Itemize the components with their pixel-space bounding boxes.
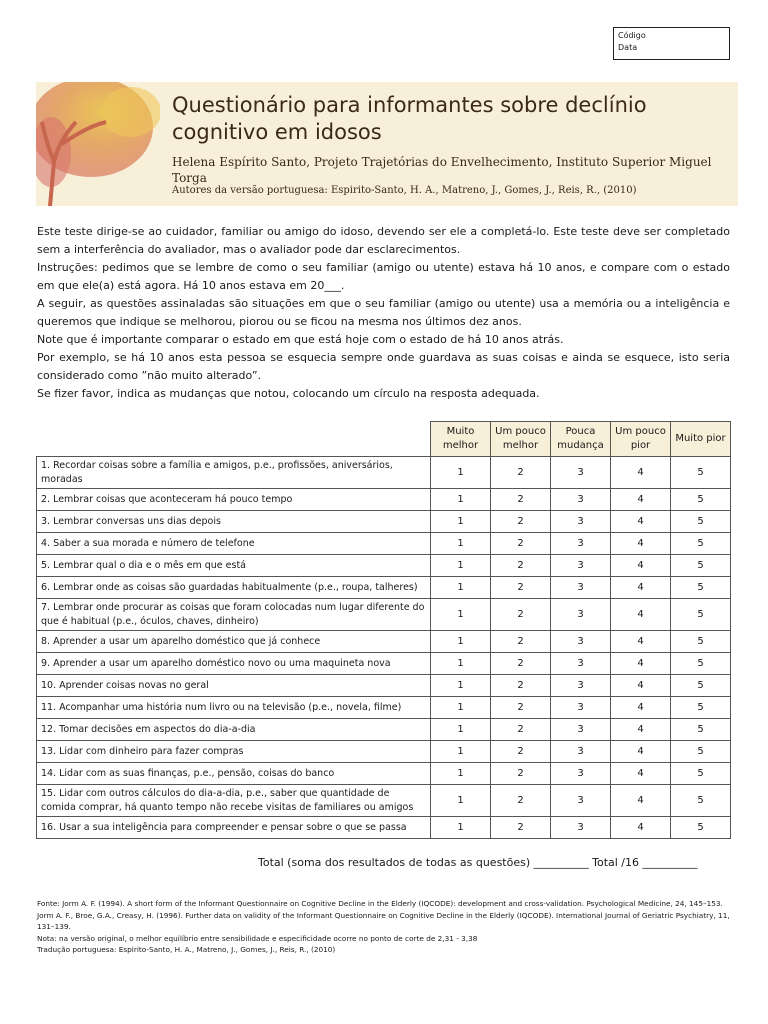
score-option[interactable]: 1 (431, 675, 491, 697)
table-row (37, 675, 731, 697)
score-option[interactable]: 4 (611, 511, 671, 533)
score-option[interactable]: 4 (611, 489, 671, 511)
score-option[interactable]: 5 (671, 555, 731, 577)
score-option[interactable]: 1 (431, 457, 491, 489)
score-option[interactable]: 4 (611, 599, 671, 631)
table-row (37, 533, 731, 555)
score-option[interactable]: 5 (671, 489, 731, 511)
question-text: 16. Usar a sua inteligência para compreender e pensar sobre o que se passa (37, 817, 431, 839)
score-option[interactable]: 5 (671, 577, 731, 599)
score-option[interactable]: 4 (611, 741, 671, 763)
column-header: Um pouco pior (611, 422, 671, 457)
column-header: Muito melhor (431, 422, 491, 457)
score-option[interactable]: 4 (611, 555, 671, 577)
score-option[interactable]: 5 (671, 599, 731, 631)
question-text: 13. Lidar com dinheiro para fazer compras (37, 741, 431, 763)
score-option[interactable]: 4 (611, 675, 671, 697)
table-row (37, 577, 731, 599)
tree-illustration (36, 82, 160, 206)
score-option[interactable]: 1 (431, 763, 491, 785)
question-text: 5. Lembrar qual o dia e o mês em que está (37, 555, 431, 577)
score-option[interactable]: 3 (551, 577, 611, 599)
score-option[interactable]: 2 (491, 675, 551, 697)
score-option[interactable]: 2 (491, 555, 551, 577)
score-option[interactable]: 4 (611, 631, 671, 653)
score-option[interactable]: 3 (551, 817, 611, 839)
column-header: Pouca mudança (551, 422, 611, 457)
table-header-row (37, 422, 731, 457)
question-text: 3. Lembrar conversas uns dias depois (37, 511, 431, 533)
score-option[interactable]: 1 (431, 741, 491, 763)
score-option[interactable]: 5 (671, 675, 731, 697)
score-option[interactable]: 4 (611, 577, 671, 599)
question-text: 4. Saber a sua morada e número de telefone (37, 533, 431, 555)
question-text: 6. Lembrar onde as coisas são guardadas habitualmente (p.e., roupa, talheres) (37, 577, 431, 599)
score-option[interactable]: 4 (611, 533, 671, 555)
score-option[interactable]: 2 (491, 763, 551, 785)
score-option[interactable]: 1 (431, 599, 491, 631)
score-option[interactable]: 2 (491, 457, 551, 489)
score-option[interactable]: 3 (551, 719, 611, 741)
score-option[interactable]: 2 (491, 489, 551, 511)
score-option[interactable]: 1 (431, 631, 491, 653)
column-header: Muito pior (671, 422, 731, 457)
intro-paragraph: Este teste dirige-se ao cuidador, familiar ou amigo do idoso, devendo ser ele a completá-lo. Este teste deve ser completado sem a interferência do avaliador, mas o avaliador pode dar esclarecimentos. (37, 225, 730, 256)
question-text: 11. Acompanhar uma história num livro ou na televisão (p.e., novela, filme) (37, 697, 431, 719)
question-text: 12. Tomar decisões em aspectos do dia-a-dia (37, 719, 431, 741)
score-option[interactable]: 3 (551, 675, 611, 697)
page-title: Questionário para informantes sobre declínio cognitivo em idosos (172, 93, 647, 144)
score-option[interactable]: 4 (611, 817, 671, 839)
instructions (37, 223, 730, 403)
score-option[interactable]: 1 (431, 511, 491, 533)
table-row (37, 817, 731, 839)
score-option[interactable]: 2 (491, 785, 551, 817)
score-option[interactable]: 4 (611, 785, 671, 817)
score-option[interactable]: 3 (551, 457, 611, 489)
score-option[interactable]: 5 (671, 785, 731, 817)
intro-paragraph: Se fizer favor, indica as mudanças que notou, colocando um círculo na resposta adequada. (37, 387, 540, 400)
table-row (37, 457, 731, 489)
question-text: 2. Lembrar coisas que aconteceram há pouco tempo (37, 489, 431, 511)
score-option[interactable]: 5 (671, 653, 731, 675)
intro-paragraph: Por exemplo, se há 10 anos esta pessoa se esquecia sempre onde guardava as suas coisas e ainda se esquece, isto seria considerado como ”não muito alterado”. (37, 351, 730, 382)
score-option[interactable]: 1 (431, 533, 491, 555)
score-option[interactable]: 5 (671, 631, 731, 653)
question-text: 7. Lembrar onde procurar as coisas que foram colocadas num lugar diferente do que é habitual (p.e., óculos, chaves, dinheiro) (37, 599, 431, 631)
score-option[interactable]: 1 (431, 653, 491, 675)
score-option[interactable]: 4 (611, 763, 671, 785)
score-option[interactable]: 5 (671, 817, 731, 839)
score-option[interactable]: 3 (551, 741, 611, 763)
score-option[interactable]: 4 (611, 457, 671, 489)
version-authors: Autores da versão portuguesa: Espirito-Santo, H. A., Matreno, J., Gomes, J., Reis, R., (2010) (172, 185, 637, 196)
question-text: 9. Aprender a usar um aparelho doméstico novo ou uma maquineta nova (37, 653, 431, 675)
score-option[interactable]: 2 (491, 533, 551, 555)
score-option[interactable]: 2 (491, 653, 551, 675)
date-label: Data (618, 43, 638, 52)
score-option[interactable]: 2 (491, 631, 551, 653)
table-row (37, 599, 731, 631)
score-option[interactable]: 5 (671, 719, 731, 741)
score-option[interactable]: 1 (431, 555, 491, 577)
score-option[interactable]: 2 (491, 511, 551, 533)
score-option[interactable]: 1 (431, 785, 491, 817)
intro-paragraph: Note que é importante comparar o estado em que está hoje com o estado de há 10 anos atrás. (37, 333, 564, 346)
score-option[interactable]: 3 (551, 697, 611, 719)
table-row (37, 785, 731, 817)
score-option[interactable]: 3 (551, 631, 611, 653)
score-option[interactable]: 1 (431, 577, 491, 599)
question-text: 15. Lidar com outros cálculos do dia-a-dia, p.e., saber que quantidade de comida comprar, há quanto tempo não recebe visitas de familiares ou amigos (37, 785, 431, 817)
score-option[interactable]: 5 (671, 741, 731, 763)
score-option[interactable]: 2 (491, 577, 551, 599)
table-row (37, 697, 731, 719)
score-option[interactable]: 1 (431, 489, 491, 511)
score-option[interactable]: 5 (671, 511, 731, 533)
source-note: Nota: na versão original, o melhor equilíbrio entre sensibilidade e especificidade ocorre no ponto de corte de 2,31 - 3,38 (37, 933, 478, 943)
score-option[interactable]: 5 (671, 697, 731, 719)
table-row (37, 741, 731, 763)
question-text: 14. Lidar com as suas finanças, p.e., pensão, coisas do banco (37, 763, 431, 785)
table-row (37, 555, 731, 577)
table-row (37, 631, 731, 653)
score-option[interactable]: 3 (551, 653, 611, 675)
table-row (37, 489, 731, 511)
authors-line: Helena Espírito Santo, Projeto Trajetórias do Envelhecimento, Instituto Superior Miguel Torga (172, 155, 712, 185)
code-label: Código (618, 31, 646, 40)
source-citation: Fonte: Jorm A. F. (1994). A short form of the Informant Questionnaire on Cognitive Decline in the Elderly (IQCODE): development and cross-validation. Psychological Medicine, 24, 145–153. (37, 899, 723, 908)
source-citation: Jorm A. F., Broe, G.A., Creasy, H. (1996). Further data on validity of the Informant Questionnaire on Cognitive Decline in the Elderly (IQCODE). International Journal of Geriatric Psychiatry, 11, 131–139. (37, 910, 730, 931)
score-option[interactable]: 2 (491, 719, 551, 741)
sources (37, 898, 733, 956)
score-option[interactable]: 1 (431, 697, 491, 719)
score-option[interactable]: 5 (671, 533, 731, 555)
blank-header (37, 422, 431, 457)
intro-paragraph: A seguir, as questões assinaladas são situações em que o seu familiar (amigo ou utente) usa a memória ou a inteligência e queremos que indique se melhorou, piorou ou se ficou na mesma nos últimos dez anos. (37, 297, 730, 328)
score-option[interactable]: 1 (431, 817, 491, 839)
question-text: 1. Recordar coisas sobre a família e amigos, p.e., profissões, aniversários, moradas (37, 457, 431, 489)
table-row (37, 719, 731, 741)
question-text: 10. Aprender coisas novas no geral (37, 675, 431, 697)
score-option[interactable]: 4 (611, 653, 671, 675)
score-option[interactable]: 3 (551, 763, 611, 785)
score-option[interactable]: 3 (551, 599, 611, 631)
score-option[interactable]: 5 (671, 763, 731, 785)
code-date-box (613, 27, 730, 60)
score-option[interactable]: 3 (551, 511, 611, 533)
score-option[interactable]: 3 (551, 533, 611, 555)
score-option[interactable]: 5 (671, 457, 731, 489)
table-row (37, 763, 731, 785)
translation-credit: Tradução portuguesa: Espirito-Santo, H. A., Matreno, J., Gomes, J., Reis, R., (2010) (37, 945, 336, 954)
column-header: Um pouco melhor (491, 422, 551, 457)
score-option[interactable]: 2 (491, 741, 551, 763)
score-option[interactable]: 3 (551, 555, 611, 577)
question-text: 8. Aprender a usar um aparelho doméstico que já conhece (37, 631, 431, 653)
score-option[interactable]: 3 (551, 489, 611, 511)
total-line: Total (soma dos resultados de todas as questões) __________ Total /16 __________ (258, 856, 698, 869)
score-option[interactable]: 2 (491, 817, 551, 839)
score-option[interactable]: 2 (491, 599, 551, 631)
table-row (37, 511, 731, 533)
score-option[interactable]: 3 (551, 785, 611, 817)
score-option[interactable]: 2 (491, 697, 551, 719)
intro-paragraph: Instruções: pedimos que se lembre de como o seu familiar (amigo ou utente) estava há 10 anos, e compare com o estado em que ele(a) está agora. Há 10 anos estava em 20___. (37, 261, 730, 292)
table-row (37, 653, 731, 675)
score-option[interactable]: 4 (611, 697, 671, 719)
header-banner (36, 82, 738, 206)
score-option[interactable]: 1 (431, 719, 491, 741)
score-option[interactable]: 4 (611, 719, 671, 741)
questionnaire-table (36, 421, 731, 839)
